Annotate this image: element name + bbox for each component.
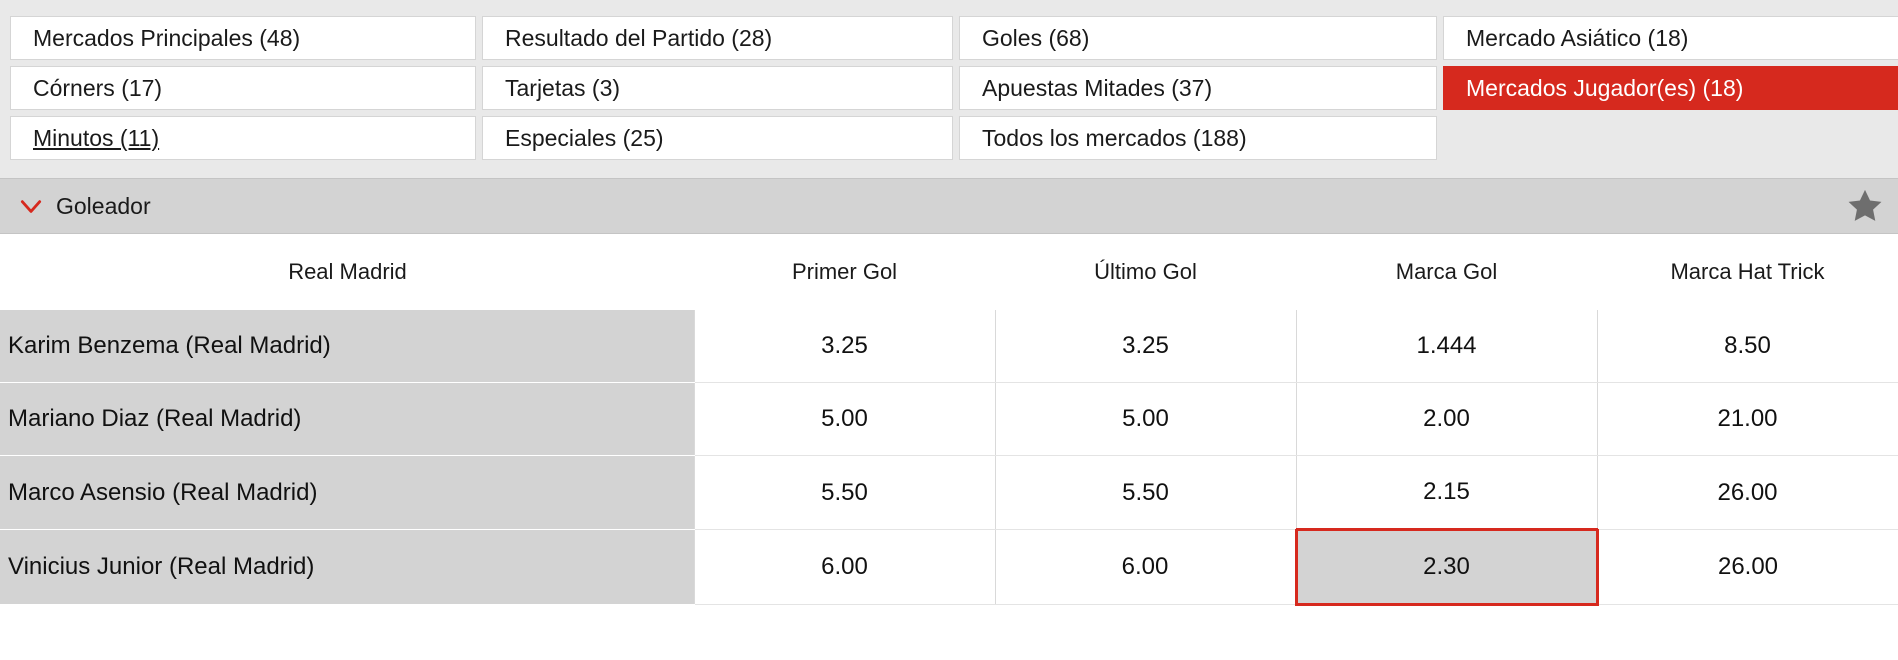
odds-cell[interactable]: 5.50 [694,456,995,530]
odds-cell[interactable]: 21.00 [1597,383,1898,456]
market-section-header[interactable] [0,178,1898,234]
odds-cell[interactable]: 5.00 [694,383,995,456]
chevron-down-icon[interactable] [18,193,44,219]
column-header-marca-hat-trick: Marca Hat Trick [1597,234,1898,310]
market-tab[interactable] [959,116,1437,160]
odds-cell[interactable]: 5.50 [995,456,1296,530]
odds-cell[interactable]: 6.00 [995,530,1296,605]
odds-cell[interactable]: 5.00 [995,383,1296,456]
odds-cell[interactable]: 26.00 [1597,530,1898,605]
market-tab[interactable] [1443,66,1898,110]
odds-cell[interactable]: 26.00 [1597,456,1898,530]
market-tab-label: Tarjetas (3) [505,74,621,101]
odds-cell[interactable]: 3.25 [995,310,1296,383]
market-tab[interactable] [1443,16,1898,60]
market-tab[interactable] [10,16,476,60]
market-tab-label: Minutos (11) [33,124,160,151]
column-header-ultimo-gol: Último Gol [995,234,1296,310]
goalscorer-odds-table [0,234,1898,606]
market-tab-label: Mercados Principales (48) [33,24,301,51]
table-row [0,310,1898,383]
market-tab-label: Goles (68) [982,24,1090,51]
star-icon[interactable] [1846,187,1884,225]
market-tab[interactable] [10,66,476,110]
market-tab[interactable] [959,66,1437,110]
odds-cell[interactable]: 2.15 [1296,456,1597,530]
player-name-cell: Mariano Diaz (Real Madrid) [0,383,694,456]
market-tab[interactable] [10,116,476,160]
table-row [0,530,1898,605]
column-header-primer-gol: Primer Gol [694,234,995,310]
column-header-marca-gol: Marca Gol [1296,234,1597,310]
odds-cell[interactable]: 1.444 [1296,310,1597,383]
table-header-row [0,234,1898,310]
table-row [0,456,1898,530]
market-tab[interactable] [482,16,953,60]
odds-cell[interactable]: 3.25 [694,310,995,383]
market-tab[interactable] [959,16,1437,60]
odds-cell[interactable]: 2.30 [1296,530,1597,605]
market-tab-label: Córners (17) [33,74,163,101]
table-body [0,310,1898,605]
market-tab-label: Mercados Jugador(es) (18) [1466,74,1744,101]
player-name-cell: Vinicius Junior (Real Madrid) [0,530,694,605]
market-tabs-grid [0,10,1898,160]
section-title: Goleador [56,192,151,219]
column-header-team: Real Madrid [0,234,694,310]
market-tab[interactable] [482,66,953,110]
table-header [0,234,1898,310]
odds-cell[interactable]: 8.50 [1597,310,1898,383]
market-tab-label: Especiales (25) [505,124,664,151]
odds-cell[interactable]: 2.00 [1296,383,1597,456]
market-tabs-area [0,0,1898,178]
odds-cell[interactable]: 6.00 [694,530,995,605]
player-name-cell: Marco Asensio (Real Madrid) [0,456,694,530]
table-row [0,383,1898,456]
market-tab-label: Resultado del Partido (28) [505,24,773,51]
market-tab-label: Todos los mercados (188) [982,124,1247,151]
market-tab-label: Apuestas Mitades (37) [982,74,1213,101]
market-tab-placeholder [1443,116,1898,160]
market-tab-label: Mercado Asiático (18) [1466,24,1689,51]
market-tab[interactable] [482,116,953,160]
player-name-cell: Karim Benzema (Real Madrid) [0,310,694,383]
